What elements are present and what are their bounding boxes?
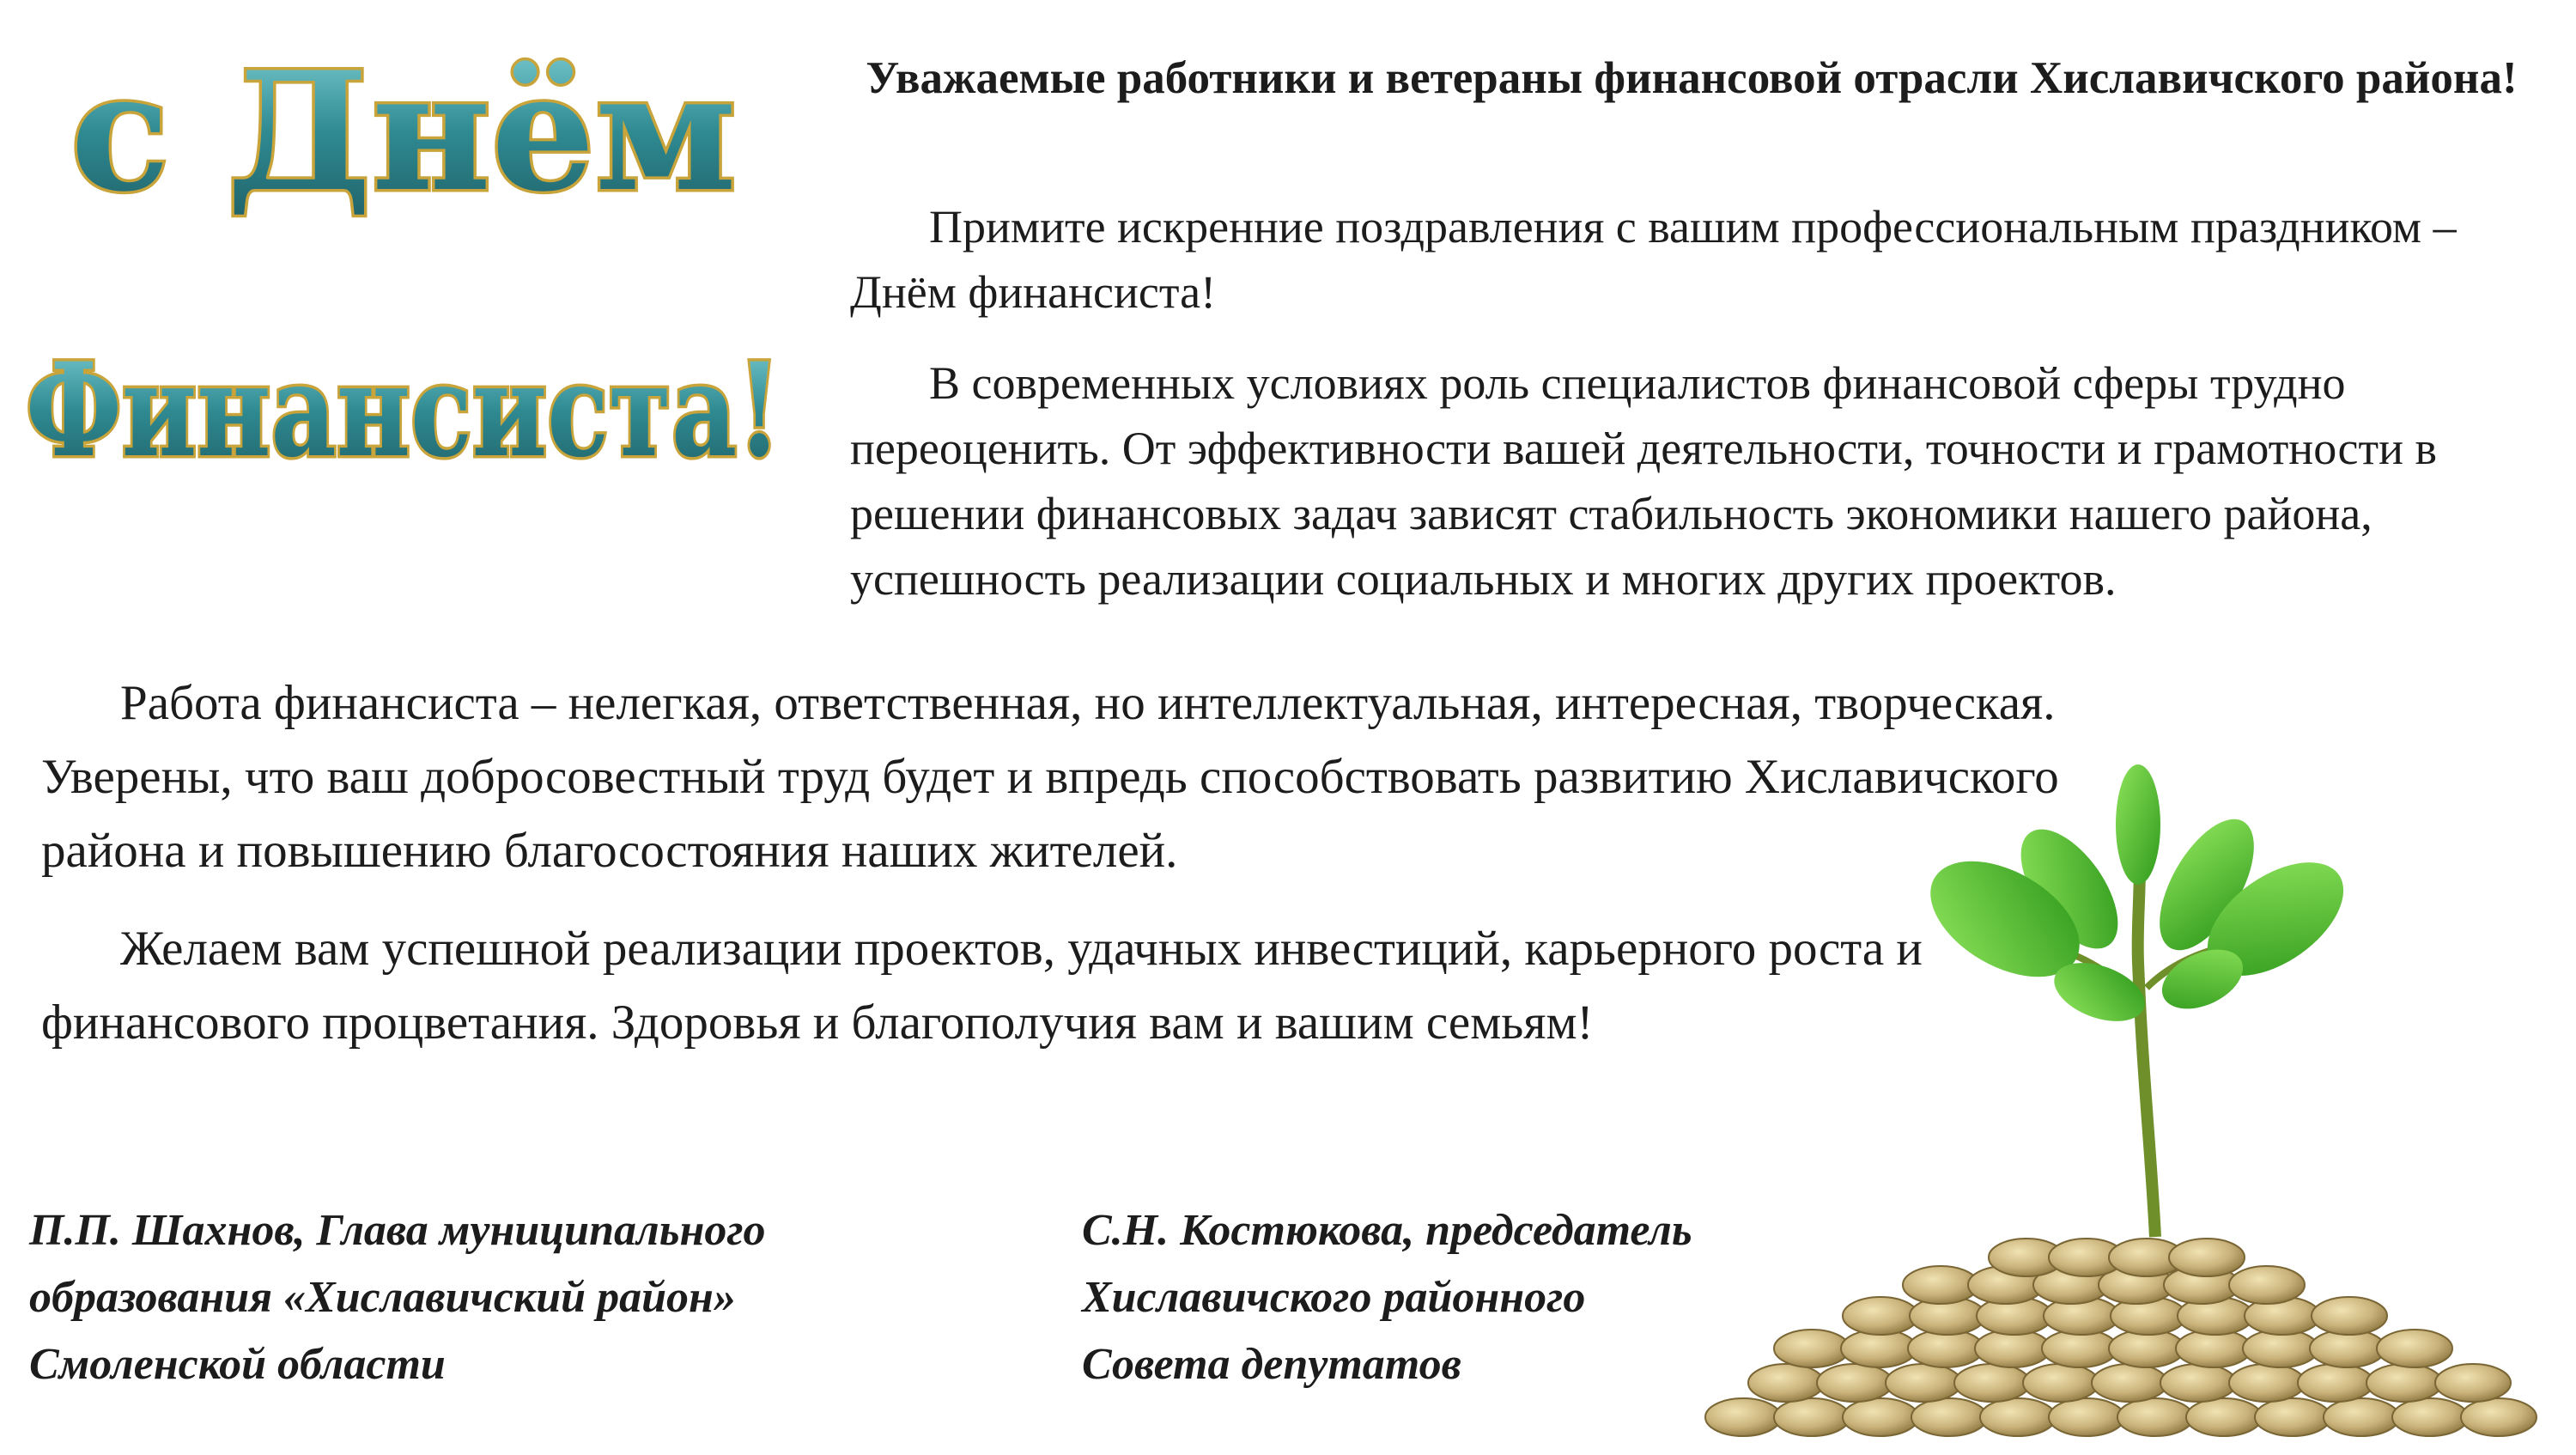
coin-shape xyxy=(2229,1364,2305,1402)
coin-shape xyxy=(2377,1330,2452,1367)
leaf-shape xyxy=(2116,764,2160,885)
coin-shape xyxy=(1748,1364,1824,1402)
signature-left-line: Смоленской области xyxy=(29,1340,446,1389)
sprout-stem xyxy=(2138,842,2155,1237)
coin-shape xyxy=(1774,1330,1850,1367)
signature-right-line: Совета депутатов xyxy=(1082,1340,1461,1389)
coin-shape xyxy=(2186,1398,2262,1436)
coin-shape xyxy=(2117,1398,2193,1436)
paragraph-congratulations: Примите искренние поздравления с вашим профессиональным праздником – Днём финансиста! xyxy=(850,201,2457,318)
coin-shape xyxy=(2324,1398,2399,1436)
coin-shape xyxy=(1911,1398,1987,1436)
paragraph-role: В современных условиях роль специалистов финансовой сферы трудно переоценить. От эффективности вашей деятельности, точности и грамотности в решении финансовых задач зависят стабильность экономики нашего района, успешность реализации социальных и многих других проектов. xyxy=(850,357,2437,605)
coin-shape xyxy=(1886,1364,1961,1402)
signature-right-line: С.Н. Костюкова, председатель xyxy=(1082,1206,1692,1255)
coin-shape xyxy=(2160,1364,2236,1402)
coin-shape xyxy=(2023,1364,2099,1402)
coin-shape xyxy=(2255,1398,2330,1436)
signature-head-of-district xyxy=(29,1197,1017,1398)
greeting-heading: Уважаемые работники и ветераны финансовой отрасли Хиславичского района! xyxy=(866,53,2518,103)
coin-shape xyxy=(2092,1364,2167,1402)
coin-shape xyxy=(2169,1239,2245,1276)
coin-shape xyxy=(2049,1398,2124,1436)
coin-shape xyxy=(1817,1364,1893,1402)
title-line-2: Финансиста! xyxy=(26,335,782,486)
coin-shape xyxy=(1980,1398,2056,1436)
signature-right-line: Хиславичского районного xyxy=(1082,1273,1586,1322)
title-line-1: с Днём xyxy=(70,36,737,228)
signature-left-line: образования «Хиславичский район» xyxy=(29,1273,736,1322)
coin-shape xyxy=(1954,1364,2030,1402)
coin-shape xyxy=(2461,1398,2537,1436)
coin-shape xyxy=(1843,1297,1918,1335)
coin-shape xyxy=(1843,1398,1918,1436)
coin-shape xyxy=(2229,1266,2305,1304)
paragraph-work: Работа финансиста – нелегкая, ответственная, но интеллектуальная, интересная, творческая. Уверены, что ваш добросовестный труд будет и впредь способствовать развитию Хиславичского района и повышению благосостояния наших жителей. xyxy=(41,676,2059,878)
coin-shape xyxy=(1774,1398,1850,1436)
intro-paragraphs xyxy=(850,194,2546,612)
coin-shape xyxy=(1705,1398,1781,1436)
signature-left-line: П.П. Шахнов, Глава муниципального xyxy=(29,1206,766,1255)
sprout-coins-illustration xyxy=(1709,790,2576,1455)
coin-shape xyxy=(2392,1398,2468,1436)
coin-shape xyxy=(2312,1297,2387,1335)
coin-shape xyxy=(1903,1266,1978,1304)
coin-shape xyxy=(2366,1364,2442,1402)
paragraph-wishes: Желаем вам успешной реализации проектов, удачных инвестиций, карьерного роста и финансового процветания. Здоровья и благополучия вам и вашим семьям! xyxy=(41,922,1923,1050)
coin-shape xyxy=(2435,1364,2511,1402)
coin-pile xyxy=(1705,1239,2537,1436)
holiday-title-art xyxy=(9,9,799,541)
coin-shape xyxy=(2298,1364,2373,1402)
